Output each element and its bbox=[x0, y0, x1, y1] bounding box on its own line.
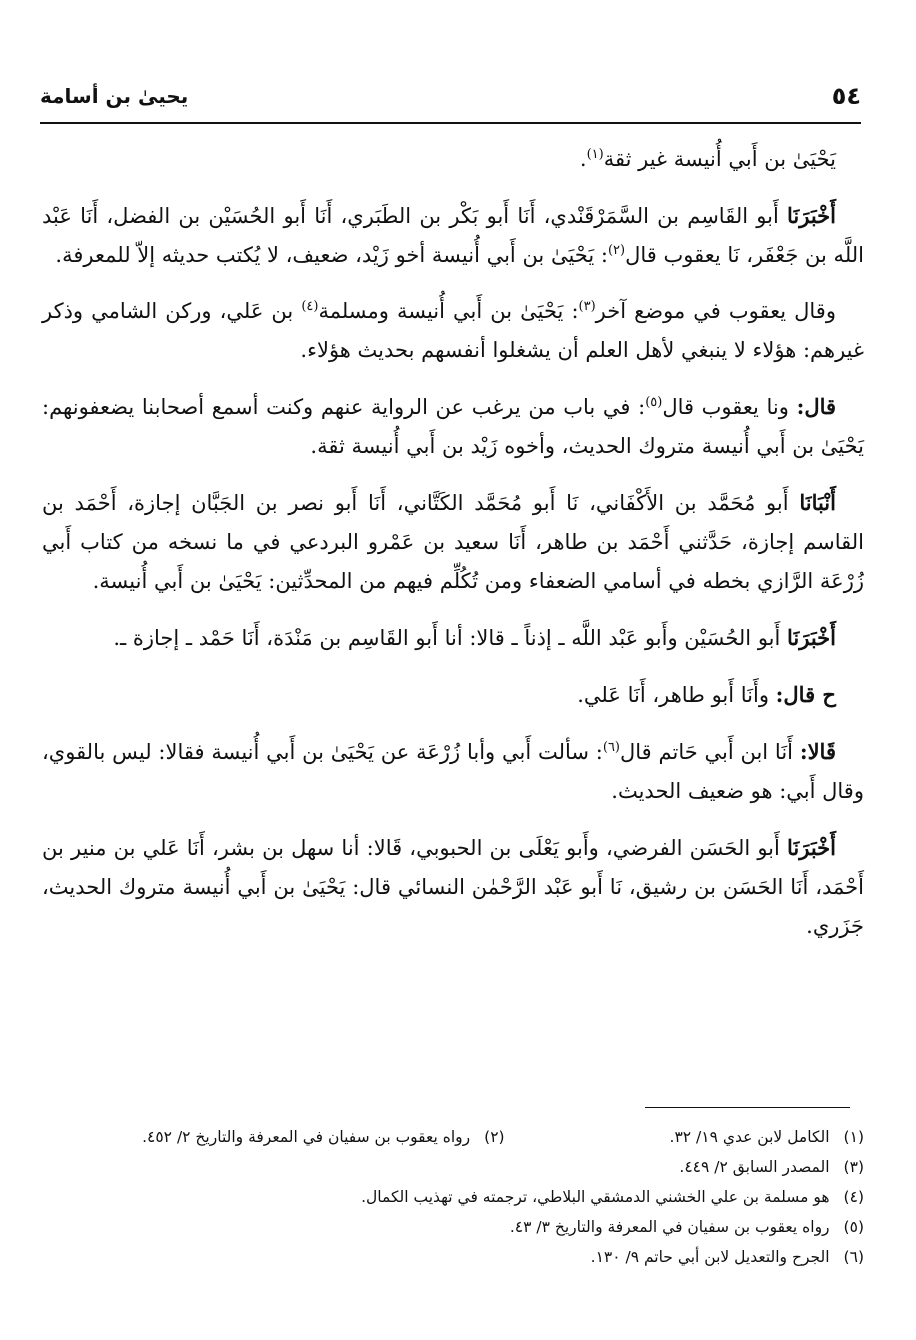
footnote-reference: (٥) bbox=[645, 395, 663, 410]
paragraph bbox=[42, 483, 864, 601]
footnote-number: (٥) bbox=[843, 1218, 864, 1236]
running-title: يحيىٰ بن أسامة bbox=[40, 84, 189, 108]
footnote-reference: (٤) bbox=[301, 299, 319, 314]
paragraph-lead-word: قَالا: bbox=[799, 739, 836, 764]
paragraph-lead-word: قال: bbox=[796, 394, 837, 419]
header-divider bbox=[40, 122, 861, 124]
paragraph-text-tail: بن عَلي، وركن الشامي وذكر غيرهم: هؤلاء لا ينبغي لأهل العلم أن يشغلوا أنفسهم بحديث هؤلاء. bbox=[42, 299, 864, 362]
footnote-number: (٤) bbox=[843, 1188, 864, 1206]
footnote-number: (٣) bbox=[843, 1158, 864, 1176]
paragraph-text: أَبو مُحَمَّد بن الأَكْفَاني، نَا أَبو مُحَمَّد الكَتَّاني، أَنَا أَبو نصر بن الجَبَّان إجازة، أَحْمَد بن القاسم إجازة، حَدَّثني أَحْمَد بن طاهر، أَنَا سعيد بن عَمْرو البردعي في ما نسخه من كتاب أَبي زُرْعَة الرَّازي بخطه في أسامي الضعفاء ومن تُكُلِّم فيهم من المحدِّثين: يَحْيَىٰ بن أَبي أُنيسة. bbox=[42, 491, 864, 593]
footnote-row bbox=[42, 1242, 864, 1272]
paragraph-text-tail: : في باب من يرغب عن الرواية عنهم وكنت أسمع أصحابنا يضعفونهم: يَحْيَىٰ بن أَبي أُنيسة متروك الحديث، وأخوه زَيْد بن أَبي أُنيسة ثقة. bbox=[42, 395, 864, 458]
footnote bbox=[679, 1152, 864, 1182]
footnote-text: هو مسلمة بن علي الخشني الدمشقي البلاطي، ترجمته في تهذيب الكمال. bbox=[361, 1188, 830, 1206]
page-header bbox=[40, 80, 861, 120]
paragraph-text: أَبو الحَسَن الفرضي، وأَبو يَعْلَى بن الحبوبي، قَالا: أنا سهل بن بشر، أَنَا عَلي بن منير بن أَحْمَد، أَنَا الحَسَن بن رشيق، نَا أَبو عَبْد الرَّحْمٰن النسائي قال: يَحْيَىٰ بن أَبي أُنيسة متروك الحديث، جَزَري. bbox=[42, 836, 864, 938]
paragraph bbox=[42, 732, 864, 811]
footnote-reference: (٢) bbox=[607, 243, 626, 258]
paragraph-lead-word: أَخْبَرَنَا bbox=[787, 625, 836, 650]
paragraph-lead-word: ح قال: bbox=[775, 682, 836, 707]
paragraph bbox=[42, 140, 864, 179]
paragraph-lead-word: أَخْبَرَنَا bbox=[787, 203, 836, 228]
footnote bbox=[670, 1122, 864, 1152]
paragraph-text-tail: . bbox=[579, 147, 587, 171]
paragraph-text: أَنَا ابن أَبي حَاتم قال bbox=[620, 740, 800, 764]
footnote-row bbox=[42, 1182, 864, 1212]
footnote-reference: (٦) bbox=[602, 740, 620, 755]
paragraph-text: يَحْيَىٰ بن أَبي أُنيسة غير ثقة bbox=[603, 147, 836, 171]
footnote-row bbox=[42, 1122, 864, 1152]
paragraph-lead-word: أَنْبَانَا bbox=[799, 490, 836, 515]
footnote bbox=[142, 1122, 505, 1152]
paragraph bbox=[42, 292, 864, 370]
page-number: ٥٤ bbox=[831, 82, 861, 110]
footnote-text: المصدر السابق ٢/ ٤٤٩. bbox=[679, 1158, 830, 1176]
paragraph bbox=[42, 618, 864, 658]
footnote-reference: (٣) bbox=[578, 299, 596, 314]
paragraph-text: وأَنَا أَبو طاهر، أَنَا عَلي. bbox=[577, 683, 776, 707]
footnote bbox=[510, 1212, 864, 1242]
footnote-number: (٢) bbox=[484, 1128, 505, 1146]
footnote-number: (٦) bbox=[843, 1248, 864, 1266]
paragraph-text: ونا يعقوب قال bbox=[662, 395, 797, 419]
paragraph-text: أَبو القَاسِم بن السَّمَرْقَنْدي، أَنَا أَبو بَكْر بن الطَبَري، أَنَا أَبو الحُسَيْن بن الفضل، أَنَا عَبْد اللَّه بن جَعْفَر، نَا يعقوب قال bbox=[42, 204, 864, 267]
footnote-text: الكامل لابن عدي ١٩/ ٣٢. bbox=[669, 1128, 830, 1146]
footnote bbox=[591, 1242, 864, 1272]
footnote-divider bbox=[645, 1107, 850, 1108]
paragraph bbox=[42, 196, 864, 275]
main-text bbox=[42, 140, 864, 963]
paragraph bbox=[42, 675, 864, 715]
footnote-text: رواه يعقوب بن سفيان في المعرفة والتاريخ ٣/ ٤٣. bbox=[509, 1218, 830, 1236]
footnote-row bbox=[42, 1152, 864, 1182]
paragraph bbox=[42, 828, 864, 946]
paragraph bbox=[42, 387, 864, 466]
footnotes bbox=[42, 1122, 864, 1272]
footnote-number: (١) bbox=[843, 1128, 864, 1146]
footnote bbox=[361, 1182, 864, 1212]
paragraph-lead-word: أَخْبَرَنَا bbox=[787, 835, 836, 860]
paragraph-text-tail: : سألت أَبي وأبا زُرْعَة عن يَحْيَىٰ بن أَبي أُنيسة فقالا: ليس بالقوي، وقال أَبي: هو ضعيف الحديث. bbox=[42, 740, 864, 803]
paragraph-text-tail: : يَحْيَىٰ بن أَبي أُنيسة أخو زَيْد، ضعيف، لا يُكتب حديثه إلاّ للمعرفة. bbox=[55, 243, 608, 267]
paragraph-text: أَبو الحُسَيْن وأَبو عَبْد اللَّه ـ إذناً ـ قالا: أنا أَبو القَاسِم بن مَنْدَة، أَنَا حَمْد ـ إجازة ـ. bbox=[113, 626, 788, 650]
paragraph-text: وقال يعقوب في موضع آخر bbox=[595, 299, 836, 323]
paragraph-text-tail: : يَحْيَىٰ بن أَبي أُنيسة ومسلمة bbox=[318, 299, 579, 323]
footnote-row bbox=[42, 1212, 864, 1242]
footnote-text: الجرح والتعديل لابن أبي حاتم ٩/ ١٣٠. bbox=[590, 1248, 830, 1266]
footnote-text: رواه يعقوب بن سفيان في المعرفة والتاريخ ٢/ ٤٥٢. bbox=[142, 1128, 471, 1146]
footnote-reference: (١) bbox=[586, 147, 604, 162]
